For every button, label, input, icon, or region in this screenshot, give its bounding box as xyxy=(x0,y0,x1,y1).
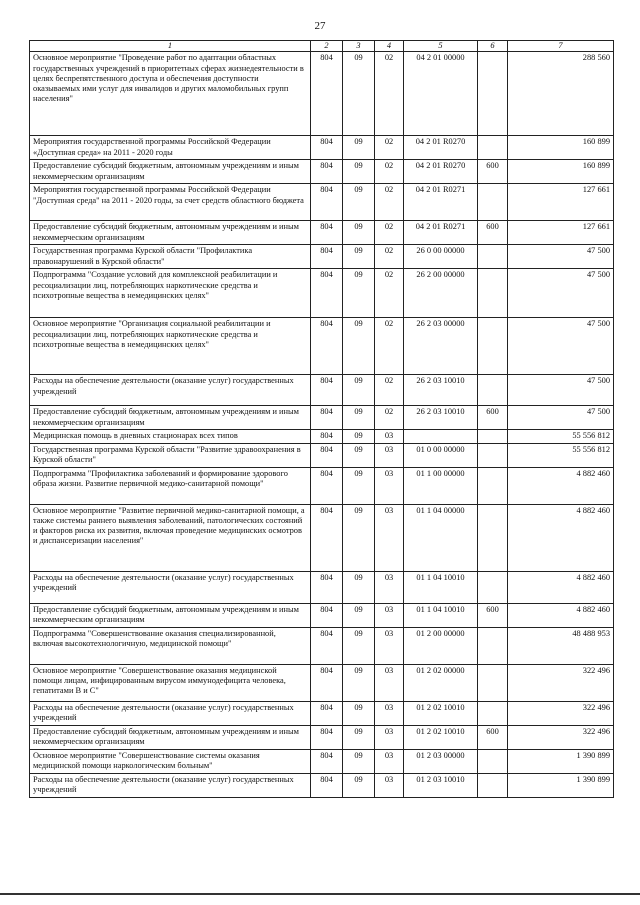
expense-type-cell xyxy=(478,318,508,375)
ministry-code-cell: 804 xyxy=(311,52,343,136)
row-name-cell: Расходы на обеспечение деятельности (оказание услуг) государственных учреждений xyxy=(30,773,311,797)
amount-cell: 160 899 xyxy=(508,136,614,160)
ministry-code-cell: 804 xyxy=(311,430,343,443)
subsection-code-cell: 03 xyxy=(375,701,404,725)
target-article-cell: 01 2 02 10010 xyxy=(404,701,478,725)
column-header: 7 xyxy=(508,41,614,52)
row-name-cell: Подпрограмма "Создание условий для комплексной реабилитации и ресоциализации лиц, потребляющих наркотические средства и психотропные вещества в немедицинских целях" xyxy=(30,269,311,318)
expense-type-cell xyxy=(478,773,508,797)
subsection-code-cell: 02 xyxy=(375,318,404,375)
subsection-code-cell: 02 xyxy=(375,406,404,430)
subsection-code-cell: 02 xyxy=(375,245,404,269)
amount-cell: 322 496 xyxy=(508,664,614,701)
expense-type-cell xyxy=(478,430,508,443)
bottom-rule xyxy=(0,893,640,895)
expense-type-cell: 600 xyxy=(478,160,508,184)
section-code-cell: 09 xyxy=(343,184,375,221)
amount-cell: 47 500 xyxy=(508,245,614,269)
amount-cell: 322 496 xyxy=(508,725,614,749)
ministry-code-cell: 804 xyxy=(311,467,343,504)
subsection-code-cell: 02 xyxy=(375,184,404,221)
target-article-cell: 01 2 02 10010 xyxy=(404,725,478,749)
table-row xyxy=(30,443,614,467)
table-row xyxy=(30,664,614,701)
target-article-cell: 01 1 04 10010 xyxy=(404,603,478,627)
column-header: 4 xyxy=(375,41,404,52)
ministry-code-cell: 804 xyxy=(311,160,343,184)
amount-cell: 4 882 460 xyxy=(508,603,614,627)
ministry-code-cell: 804 xyxy=(311,701,343,725)
subsection-code-cell: 02 xyxy=(375,52,404,136)
row-name-cell: Основное мероприятие "Проведение работ по адаптации областных государственных учреждений в приоритетных сферах жизнедеятельности в целях беспрепятственного доступа и обеспечения доступности оказываемых ими услуг для инвалидов и других маломобильных групп населения" xyxy=(30,52,311,136)
target-article-cell: 26 0 00 00000 xyxy=(404,245,478,269)
row-name-cell: Предоставление субсидий бюджетным, автономным учреждениям и иным некоммерческим организациям xyxy=(30,221,311,245)
ministry-code-cell: 804 xyxy=(311,603,343,627)
amount-cell: 1 390 899 xyxy=(508,773,614,797)
table-row xyxy=(30,571,614,603)
row-name-cell: Подпрограмма "Профилактика заболеваний и формирование здорового образа жизни. Развитие первичной медико-санитарной помощи" xyxy=(30,467,311,504)
amount-cell: 47 500 xyxy=(508,318,614,375)
section-code-cell: 09 xyxy=(343,245,375,269)
column-header: 6 xyxy=(478,41,508,52)
row-name-cell: Расходы на обеспечение деятельности (оказание услуг) государственных учреждений xyxy=(30,571,311,603)
table-row xyxy=(30,701,614,725)
section-code-cell: 09 xyxy=(343,269,375,318)
amount-cell: 47 500 xyxy=(508,375,614,406)
table-row xyxy=(30,504,614,571)
target-article-cell: 01 2 00 00000 xyxy=(404,627,478,664)
target-article-cell: 01 2 03 00000 xyxy=(404,749,478,773)
amount-cell: 47 500 xyxy=(508,406,614,430)
subsection-code-cell: 03 xyxy=(375,430,404,443)
amount-cell: 127 661 xyxy=(508,184,614,221)
section-code-cell: 09 xyxy=(343,160,375,184)
table-row xyxy=(30,467,614,504)
section-code-cell: 09 xyxy=(343,701,375,725)
column-header: 5 xyxy=(404,41,478,52)
target-article-cell: 04 2 01 R0271 xyxy=(404,184,478,221)
section-code-cell: 09 xyxy=(343,406,375,430)
table-row xyxy=(30,245,614,269)
section-code-cell: 09 xyxy=(343,375,375,406)
expense-type-cell xyxy=(478,571,508,603)
section-code-cell: 09 xyxy=(343,571,375,603)
amount-cell: 1 390 899 xyxy=(508,749,614,773)
ministry-code-cell: 804 xyxy=(311,375,343,406)
subsection-code-cell: 03 xyxy=(375,571,404,603)
table-row xyxy=(30,375,614,406)
ministry-code-cell: 804 xyxy=(311,749,343,773)
subsection-code-cell: 03 xyxy=(375,749,404,773)
table-header-row xyxy=(30,41,614,52)
subsection-code-cell: 03 xyxy=(375,603,404,627)
ministry-code-cell: 804 xyxy=(311,245,343,269)
expense-type-cell xyxy=(478,467,508,504)
ministry-code-cell: 804 xyxy=(311,504,343,571)
row-name-cell: Предоставление субсидий бюджетным, автономным учреждениям и иным некоммерческим организациям xyxy=(30,725,311,749)
subsection-code-cell: 03 xyxy=(375,627,404,664)
row-name-cell: Расходы на обеспечение деятельности (оказание услуг) государственных учреждений xyxy=(30,375,311,406)
subsection-code-cell: 02 xyxy=(375,160,404,184)
expense-type-cell: 600 xyxy=(478,725,508,749)
target-article-cell: 26 2 03 00000 xyxy=(404,318,478,375)
subsection-code-cell: 02 xyxy=(375,269,404,318)
section-code-cell: 09 xyxy=(343,430,375,443)
column-header: 2 xyxy=(311,41,343,52)
amount-cell: 160 899 xyxy=(508,160,614,184)
table-row xyxy=(30,749,614,773)
ministry-code-cell: 804 xyxy=(311,406,343,430)
subsection-code-cell: 02 xyxy=(375,136,404,160)
section-code-cell: 09 xyxy=(343,664,375,701)
ministry-code-cell: 804 xyxy=(311,571,343,603)
expense-type-cell xyxy=(478,245,508,269)
expense-type-cell xyxy=(478,136,508,160)
amount-cell: 55 556 812 xyxy=(508,443,614,467)
subsection-code-cell: 03 xyxy=(375,467,404,504)
amount-cell: 127 661 xyxy=(508,221,614,245)
section-code-cell: 09 xyxy=(343,749,375,773)
table-row xyxy=(30,627,614,664)
ministry-code-cell: 804 xyxy=(311,725,343,749)
ministry-code-cell: 804 xyxy=(311,773,343,797)
expense-type-cell: 600 xyxy=(478,221,508,245)
target-article-cell: 26 2 03 10010 xyxy=(404,375,478,406)
section-code-cell: 09 xyxy=(343,725,375,749)
section-code-cell: 09 xyxy=(343,773,375,797)
amount-cell: 4 882 460 xyxy=(508,504,614,571)
ministry-code-cell: 804 xyxy=(311,184,343,221)
target-article-cell: 01 2 02 00000 xyxy=(404,664,478,701)
expense-type-cell: 600 xyxy=(478,603,508,627)
section-code-cell: 09 xyxy=(343,136,375,160)
subsection-code-cell: 03 xyxy=(375,664,404,701)
table-row xyxy=(30,430,614,443)
target-article-cell: 04 2 01 R0271 xyxy=(404,221,478,245)
subsection-code-cell: 03 xyxy=(375,725,404,749)
table-row xyxy=(30,773,614,797)
page-number: 27 xyxy=(314,20,326,32)
table-row xyxy=(30,269,614,318)
target-article-cell: 01 1 00 00000 xyxy=(404,467,478,504)
amount-cell: 322 496 xyxy=(508,701,614,725)
section-code-cell: 09 xyxy=(343,52,375,136)
table-row xyxy=(30,52,614,136)
row-name-cell: Основное мероприятие "Совершенствование оказания медицинской помощи лицам, инфицированным вирусом иммунодефицита человека, гепатитами В и С" xyxy=(30,664,311,701)
row-name-cell: Государственная программа Курской области "Профилактика правонарушений в Курской области" xyxy=(30,245,311,269)
expense-type-cell xyxy=(478,184,508,221)
target-article-cell: 01 1 04 00000 xyxy=(404,504,478,571)
row-name-cell: Предоставление субсидий бюджетным, автономным учреждениям и иным некоммерческим организациям xyxy=(30,160,311,184)
amount-cell: 48 488 953 xyxy=(508,627,614,664)
target-article-cell: 04 2 01 00000 xyxy=(404,52,478,136)
expense-type-cell xyxy=(478,627,508,664)
table-row xyxy=(30,136,614,160)
row-name-cell: Предоставление субсидий бюджетным, автономным учреждениям и иным некоммерческим организациям xyxy=(30,406,311,430)
subsection-code-cell: 02 xyxy=(375,221,404,245)
table-row xyxy=(30,318,614,375)
target-article-cell: 04 2 01 R0270 xyxy=(404,136,478,160)
expense-type-cell xyxy=(478,443,508,467)
amount-cell: 47 500 xyxy=(508,269,614,318)
row-name-cell: Основное мероприятие "Развитие первичной медико-санитарной помощи, а также системы раннего выявления заболеваний, патологических состояний и факторов риска их развития, включая проведение медицинских осмотров и диспансеризации населения" xyxy=(30,504,311,571)
row-name-cell: Предоставление субсидий бюджетным, автономным учреждениям и иным некоммерческим организациям xyxy=(30,603,311,627)
row-name-cell: Подпрограмма "Совершенствование оказания специализированной, включая высокотехнологичную, медицинской помощи" xyxy=(30,627,311,664)
amount-cell: 4 882 460 xyxy=(508,571,614,603)
section-code-cell: 09 xyxy=(343,443,375,467)
ministry-code-cell: 804 xyxy=(311,627,343,664)
expense-type-cell xyxy=(478,701,508,725)
section-code-cell: 09 xyxy=(343,603,375,627)
target-article-cell: 01 2 03 10010 xyxy=(404,773,478,797)
amount-cell: 4 882 460 xyxy=(508,467,614,504)
column-header: 1 xyxy=(30,41,311,52)
table-row xyxy=(30,184,614,221)
expense-type-cell xyxy=(478,749,508,773)
subsection-code-cell: 03 xyxy=(375,773,404,797)
subsection-code-cell: 02 xyxy=(375,375,404,406)
expense-type-cell xyxy=(478,269,508,318)
target-article-cell: 01 1 04 10010 xyxy=(404,571,478,603)
target-article-cell: 01 0 00 00000 xyxy=(404,443,478,467)
ministry-code-cell: 804 xyxy=(311,443,343,467)
ministry-code-cell: 804 xyxy=(311,664,343,701)
expense-type-cell xyxy=(478,375,508,406)
target-article-cell: 26 2 03 10010 xyxy=(404,406,478,430)
section-code-cell: 09 xyxy=(343,467,375,504)
row-name-cell: Расходы на обеспечение деятельности (оказание услуг) государственных учреждений xyxy=(30,701,311,725)
section-code-cell: 09 xyxy=(343,627,375,664)
table-row xyxy=(30,603,614,627)
table-row xyxy=(30,160,614,184)
ministry-code-cell: 804 xyxy=(311,318,343,375)
expense-type-cell xyxy=(478,664,508,701)
table-row xyxy=(30,406,614,430)
subsection-code-cell: 03 xyxy=(375,443,404,467)
target-article-cell: 26 2 00 00000 xyxy=(404,269,478,318)
budget-table xyxy=(29,40,614,798)
section-code-cell: 09 xyxy=(343,504,375,571)
row-name-cell: Мероприятия государственной программы Российской Федерации «Доступная среда» на 2011 - 2020 годы xyxy=(30,136,311,160)
row-name-cell: Медицинская помощь в дневных стационарах всех типов xyxy=(30,430,311,443)
row-name-cell: Основное мероприятие "Совершенствование системы оказания медицинской помощи наркологическим больным" xyxy=(30,749,311,773)
ministry-code-cell: 804 xyxy=(311,269,343,318)
ministry-code-cell: 804 xyxy=(311,136,343,160)
expense-type-cell xyxy=(478,52,508,136)
target-article-cell: 04 2 01 R0270 xyxy=(404,160,478,184)
column-header: 3 xyxy=(343,41,375,52)
amount-cell: 55 556 812 xyxy=(508,430,614,443)
target-article-cell xyxy=(404,430,478,443)
table-row xyxy=(30,221,614,245)
subsection-code-cell: 03 xyxy=(375,504,404,571)
row-name-cell: Основное мероприятие "Организация социальной реабилитации и ресоциализации лиц, потребляющих наркотические средства и психотропные вещества в немедицинских целях" xyxy=(30,318,311,375)
ministry-code-cell: 804 xyxy=(311,221,343,245)
row-name-cell: Мероприятия государственной программы Российской Федерации "Доступная среда" на 2011 - 2020 годы, за счет средств областного бюджета xyxy=(30,184,311,221)
expense-type-cell: 600 xyxy=(478,406,508,430)
table-row xyxy=(30,725,614,749)
section-code-cell: 09 xyxy=(343,221,375,245)
section-code-cell: 09 xyxy=(343,318,375,375)
row-name-cell: Государственная программа Курской области "Развитие здравоохранения в Курской области" xyxy=(30,443,311,467)
expense-type-cell xyxy=(478,504,508,571)
amount-cell: 288 560 xyxy=(508,52,614,136)
